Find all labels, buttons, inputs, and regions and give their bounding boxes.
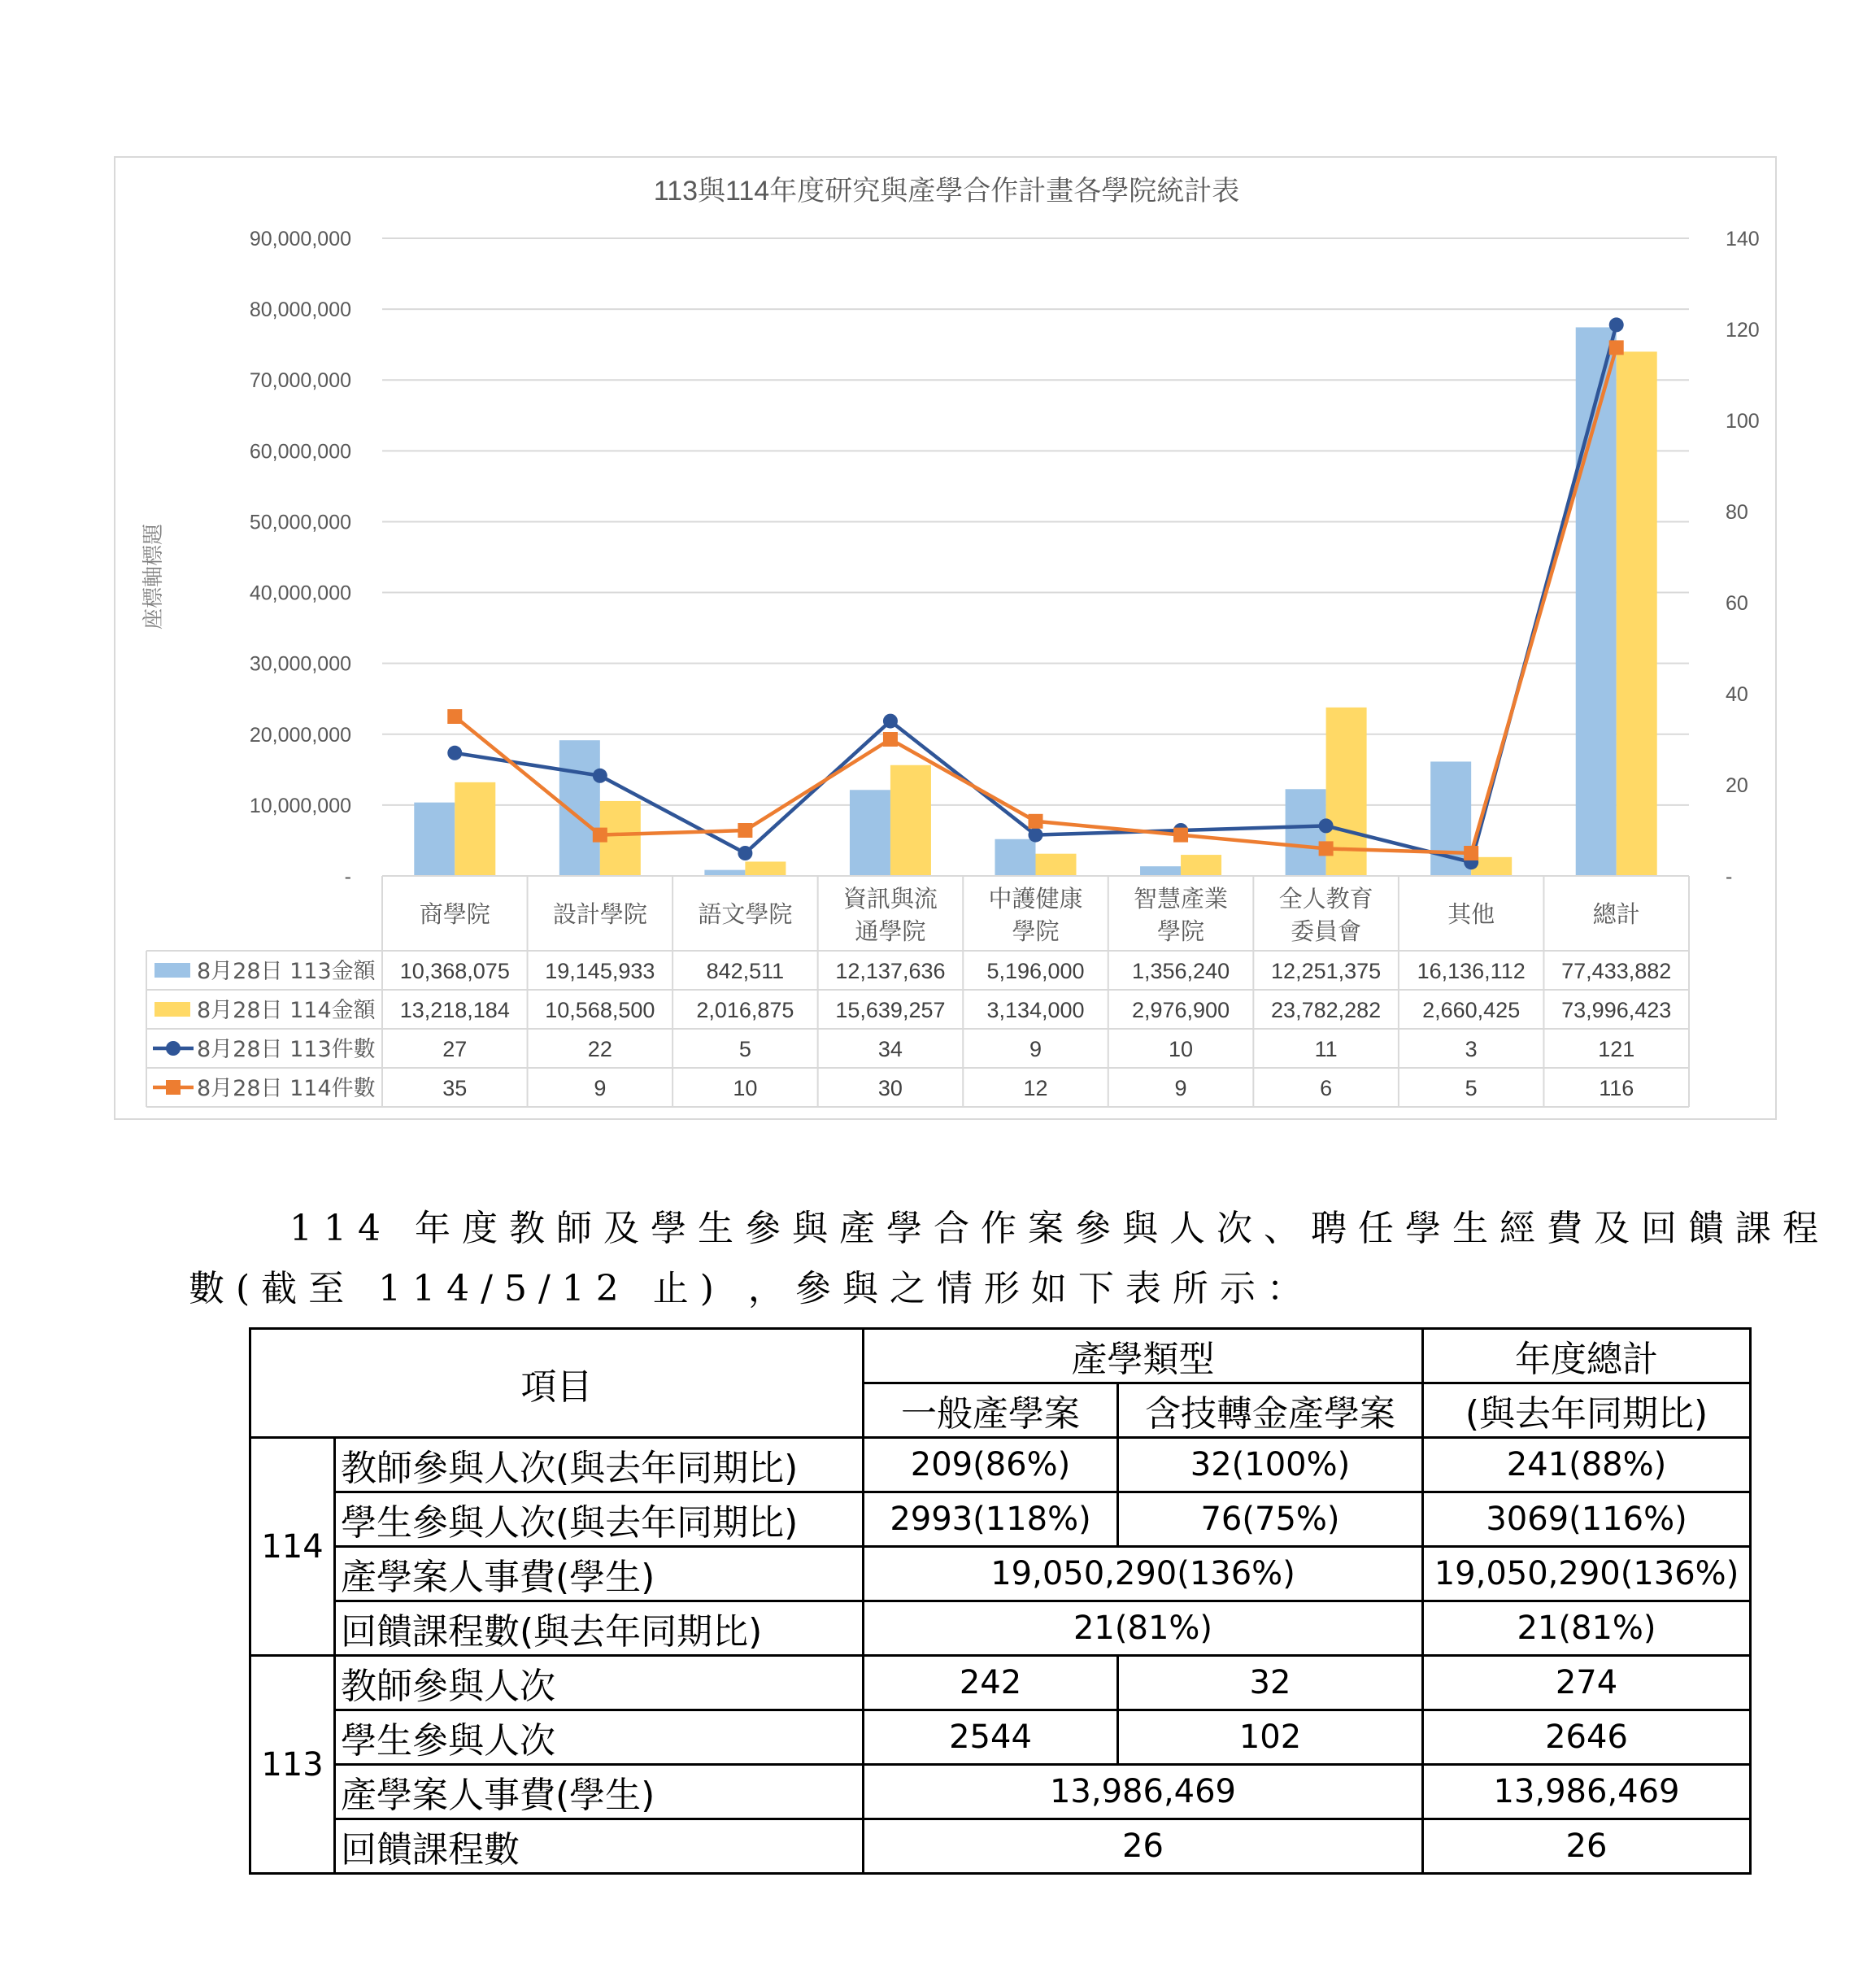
data-label: 10,568,500 [545, 998, 655, 1022]
data-label: 842,511 [706, 959, 785, 983]
data-label: 16,136,112 [1417, 959, 1526, 983]
data-label: 34 [877, 1037, 903, 1061]
row-item: 產學案人事費(學生) [335, 1765, 864, 1819]
legend-label: 8月28日 113金額 [197, 959, 376, 984]
legend-key [166, 1041, 181, 1056]
data-label: 9 [594, 1076, 607, 1100]
header-type: 產學類型 [864, 1329, 1423, 1383]
data-label: 9 [1029, 1037, 1042, 1061]
row-item: 學生參與人次 [335, 1710, 864, 1765]
bar [1576, 327, 1617, 876]
category-label: 學院 [1012, 917, 1060, 945]
data-label: 2,976,900 [1131, 998, 1230, 1022]
data-label: 19,145,933 [545, 959, 655, 983]
header-tech: 含技轉金產學案 [1118, 1383, 1423, 1438]
legend-label: 8月28日 114金額 [197, 998, 376, 1023]
bar [890, 765, 931, 876]
line-point [1464, 846, 1478, 860]
y-left-tick-label: 80,000,000 [249, 298, 351, 322]
data-label: 2,660,425 [1422, 998, 1521, 1022]
group-113: 113 [250, 1656, 335, 1874]
category-label: 總計 [1592, 900, 1640, 928]
y-left-tick-label: 40,000,000 [249, 582, 351, 605]
y-right-tick-label: 120 [1726, 319, 1760, 342]
data-label: 10 [1169, 1037, 1194, 1061]
category-label: 商學院 [419, 900, 490, 928]
line-point [593, 769, 607, 783]
chart-title: 113與114年度研究與產學合作計畫各學院統計表 [653, 176, 1240, 207]
data-label: 5 [738, 1037, 751, 1061]
data-label: 15,639,257 [835, 998, 946, 1022]
data-label: 23,782,282 [1271, 998, 1382, 1022]
data-label: 77,433,882 [1561, 959, 1672, 983]
line-point [1029, 814, 1043, 829]
cell-tech: 102 [1118, 1710, 1423, 1765]
data-label: 9 [1174, 1076, 1187, 1100]
y-right-tick-label: 60 [1726, 592, 1748, 615]
y-right-tick-label: 140 [1726, 228, 1760, 250]
data-label: 10,368,075 [399, 959, 510, 983]
y-left-tick-label: 60,000,000 [249, 440, 351, 464]
legend-key [155, 1002, 190, 1017]
y-left-tick-label: 20,000,000 [249, 723, 351, 747]
cell-merged: 26 [864, 1819, 1423, 1874]
data-label: 116 [1599, 1076, 1634, 1100]
stats-table [249, 1327, 1752, 1875]
data-label: 12,251,375 [1271, 959, 1382, 983]
data-label: 73,996,423 [1561, 998, 1672, 1022]
data-label: 1,356,240 [1131, 959, 1230, 983]
y-left-tick-label: 90,000,000 [249, 228, 351, 250]
legend-label: 8月28日 114件數 [197, 1076, 376, 1101]
line-point [447, 709, 462, 724]
data-label: 11 [1314, 1037, 1338, 1061]
cell-total: 21(81%) [1423, 1601, 1751, 1656]
paragraph-line-2: 數(截至 114/5/12 止) ，參與之情形如下表所示： [189, 1268, 1314, 1309]
cell-total: 26 [1423, 1819, 1751, 1874]
data-label: 3,134,000 [986, 998, 1085, 1022]
header-item: 項目 [250, 1329, 864, 1438]
y-left-tick-label: 70,000,000 [249, 369, 351, 393]
bar [995, 839, 1036, 876]
line-point [1029, 828, 1043, 843]
table-row [250, 1438, 1751, 1492]
table-row [250, 1547, 1751, 1601]
row-item: 回饋課程數 [335, 1819, 864, 1874]
line-point [883, 714, 898, 729]
header-total-sub: (與去年同期比) [1423, 1383, 1751, 1438]
bar [1140, 866, 1181, 876]
cell-merged: 13,986,469 [864, 1765, 1423, 1819]
data-label: 12,137,636 [835, 959, 946, 983]
line-point [883, 732, 898, 747]
cell-total: 2646 [1423, 1710, 1751, 1765]
bar [1286, 789, 1326, 876]
table-row [250, 1601, 1751, 1656]
bar [850, 790, 890, 876]
y-right-tick-label: - [1726, 865, 1733, 888]
chart-frame [114, 156, 1777, 1120]
data-label: 10 [733, 1076, 758, 1100]
combo-chart [115, 158, 1778, 1122]
y-left-tick-label: 10,000,000 [249, 794, 351, 817]
line-point [1319, 841, 1334, 856]
y-left-tick-label: 50,000,000 [249, 511, 351, 534]
legend-label: 8月28日 113件數 [197, 1037, 376, 1062]
y-right-tick-label: 100 [1726, 410, 1760, 433]
category-label: 全人教育 [1278, 885, 1373, 913]
line-point [738, 846, 752, 860]
category-label: 智慧產業 [1134, 885, 1229, 913]
group-114: 114 [250, 1438, 335, 1656]
row-item: 教師參與人次(與去年同期比) [335, 1438, 864, 1492]
category-label: 通學院 [855, 917, 926, 945]
table-row [250, 1819, 1751, 1874]
header-total: 年度總計 [1423, 1329, 1751, 1383]
cell-tech: 76(75%) [1118, 1492, 1423, 1547]
legend-key [155, 963, 190, 978]
line-point [738, 823, 752, 838]
line-point [593, 828, 607, 843]
cell-total: 274 [1423, 1656, 1751, 1710]
data-label: 3 [1465, 1037, 1478, 1061]
cell-total: 19,050,290(136%) [1423, 1547, 1751, 1601]
data-label: 6 [1320, 1076, 1333, 1100]
paragraph-line-1: 114 年度教師及學生參與產學合作案參與人次、聘任學生經費及回饋課程 [289, 1208, 1830, 1249]
data-label: 5,196,000 [986, 959, 1085, 983]
legend-key [166, 1080, 181, 1095]
cell-tech: 32 [1118, 1656, 1423, 1710]
line-point [1319, 818, 1334, 833]
y-right-tick-label: 20 [1726, 774, 1748, 797]
bar [414, 803, 455, 876]
bar [704, 870, 745, 876]
category-label: 語文學院 [698, 900, 793, 928]
data-label: 5 [1465, 1076, 1478, 1100]
y-right-tick-label: 80 [1726, 501, 1748, 524]
header-general: 一般產學案 [864, 1383, 1118, 1438]
row-item: 產學案人事費(學生) [335, 1547, 864, 1601]
cell-general: 2544 [864, 1710, 1118, 1765]
table-row [250, 1765, 1751, 1819]
data-label: 30 [877, 1076, 903, 1100]
table-row [250, 1492, 1751, 1547]
cell-tech: 32(100%) [1118, 1438, 1423, 1492]
cell-general: 2993(118%) [864, 1492, 1118, 1547]
row-item: 教師參與人次 [335, 1656, 864, 1710]
table-header-row [250, 1329, 1751, 1383]
table-row [250, 1710, 1751, 1765]
data-label: 12 [1023, 1076, 1048, 1100]
category-label: 中護健康 [988, 885, 1083, 913]
cell-general: 242 [864, 1656, 1118, 1710]
bar [1181, 855, 1221, 876]
row-item: 回饋課程數(與去年同期比) [335, 1601, 864, 1656]
cell-total: 13,986,469 [1423, 1765, 1751, 1819]
bar [1036, 854, 1077, 876]
category-label: 資訊與流 [842, 885, 938, 913]
y-left-tick-label: - [344, 865, 351, 888]
row-item: 學生參與人次(與去年同期比) [335, 1492, 864, 1547]
table-row [250, 1656, 1751, 1710]
cell-general: 209(86%) [864, 1438, 1118, 1492]
data-label: 27 [442, 1037, 468, 1061]
y-left-tick-label: 30,000,000 [249, 652, 351, 676]
data-label: 121 [1598, 1037, 1635, 1061]
line-point [1609, 340, 1624, 355]
data-label: 22 [587, 1037, 612, 1061]
cell-total: 3069(116%) [1423, 1492, 1751, 1547]
cell-total: 241(88%) [1423, 1438, 1751, 1492]
line-point [1173, 828, 1188, 843]
y-axis-title: 座標軸標題 [141, 523, 166, 630]
category-label: 學院 [1157, 917, 1205, 945]
cell-merged: 19,050,290(136%) [864, 1547, 1423, 1601]
data-label: 35 [442, 1076, 468, 1100]
category-label: 設計學院 [552, 900, 647, 928]
bar [455, 782, 495, 876]
line-point [447, 746, 462, 760]
cell-merged: 21(81%) [864, 1601, 1423, 1656]
category-label: 其他 [1447, 900, 1495, 928]
data-label: 13,218,184 [399, 998, 510, 1022]
y-right-tick-label: 40 [1726, 683, 1748, 706]
bar [745, 861, 786, 876]
data-label: 2,016,875 [696, 998, 794, 1022]
bar [1617, 351, 1657, 876]
category-label: 委員會 [1291, 917, 1362, 945]
line-point [1609, 317, 1624, 332]
